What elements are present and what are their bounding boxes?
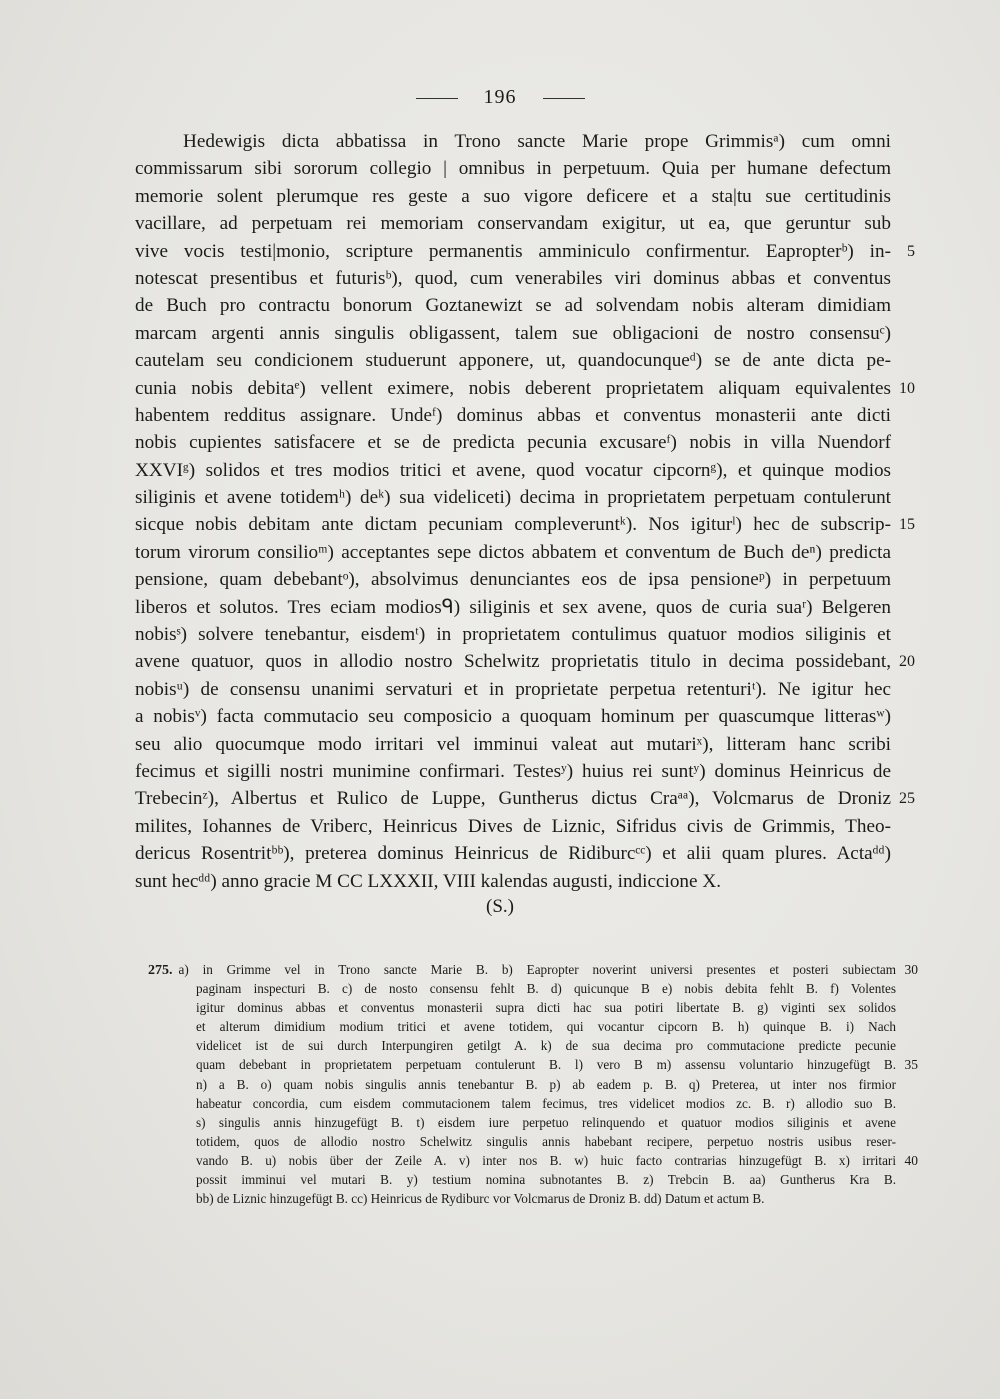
text-line	[135, 539, 891, 566]
text-line-content: memorie solent plerumque res geste a suo vigore deficere et a sta|tu sue certitudinis	[135, 185, 891, 207]
text-line-content: seu alio quocumque modo irritari vel imminui valeat aut mutariˣ), litteram hanc scribi	[135, 733, 891, 755]
text-line-content: sunt hecᵈᵈ) anno gracie M CC LXXXII, VIII kalendas augusti, indiccione X.	[135, 870, 721, 892]
text-line	[135, 676, 891, 703]
text-line	[135, 128, 891, 155]
text-line-content: XXVIᵍ) solidos et tres modios tritici et avene, quod vocatur cipcornᵍ), et quinque modios	[135, 459, 891, 481]
text-line-content: cautelam seu condicionem studuerunt apponere, ut, quandocunqueᵈ) se de ante dicta pe-	[135, 350, 891, 372]
line-number: 30	[904, 962, 918, 977]
line-number: 35	[904, 1057, 918, 1073]
text-line-content: Trebecinᶻ), Albertus et Rulico de Luppe, Guntherus dictus Craᵃᵃ), Volcmarus de Droniz	[135, 788, 891, 810]
text-line	[135, 566, 891, 593]
text-line-content: vive vocis testi|monio, scripture permanentis amminiculo confirmentur. Eapropterᵇ) in-	[135, 240, 891, 262]
footnote-line	[148, 1094, 896, 1113]
text-line-content: pensione, quam debebantᵒ), absolvimus denunciantes eos de ipsa pensioneᵖ) in perpetuum	[135, 569, 891, 591]
footnote-line-content: vando B. u) nobis über der Zeile A. v) inter nos B. w) huic facto contrarias hinzugefügt B. x) irritari	[196, 1152, 896, 1168]
text-line	[135, 183, 891, 210]
text-line	[135, 511, 915, 538]
text-line-content: fecimus et sigilli nostri munimine confirmari. Testesʸ) huius rei suntʸ) dominus Heinricus de	[135, 760, 891, 782]
charter-text	[135, 128, 915, 895]
text-line-content: dericus Rosentritᵇᵇ), preterea dominus Heinricus de Ridiburcᶜᶜ) et alii quam plures. Actaᵈᵈ)	[135, 843, 891, 865]
text-line	[135, 868, 891, 895]
footnote-line-content: n) a B. o) quam nobis singulis annis tenebantur B. p) ab eadem p. B. q) Preterea, ut inter nos firmior	[196, 1076, 896, 1092]
text-line-content: a nobisᵛ) facta commutacio seu composicio a quoquam hominum per quascumque litterasʷ)	[135, 706, 891, 728]
text-line	[135, 648, 915, 675]
footnote-line-content: totidem, quos de allodio nostro Schelwitz singulis annis habebant recipere, perpetuo nostris usibus reser-	[196, 1133, 896, 1149]
footnote-line	[148, 1017, 896, 1036]
text-line-content: nobisᵘ) de consensu unanimi servaturi et in proprietate perpetua retenturiᵗ). Ne igitur hec	[135, 678, 891, 700]
footnote-line	[148, 1036, 896, 1055]
footnote-line	[148, 1151, 918, 1170]
footnotes	[148, 960, 918, 1208]
footnote-line-content: quam debebant in proprietatem perpetuam contulerunt B. l) vero B m) assensu voluntario hinzugefügt B.	[196, 1057, 896, 1073]
text-line-content: nobisˢ) solvere tenebantur, eisdemᵗ) in proprietatem contulimus quatuor modios siliginis et	[135, 624, 891, 646]
header-rule-left	[416, 98, 458, 99]
text-line-content: commissarum sibi sororum collegio | omnibus in perpetuum. Quia per humane defectum	[135, 158, 891, 180]
footnote-line	[148, 998, 896, 1017]
text-line	[135, 347, 891, 374]
text-line	[135, 785, 915, 812]
text-line-content: sicque nobis debitam ante dictam pecuniam compleveruntᵏ). Nos igiturˡ) hec de subscrip-	[135, 514, 891, 536]
line-number: 5	[907, 242, 915, 260]
text-line-content: siliginis et avene totidemʰ) deᵏ) sua videliceti) decima in proprietatem perpetuam contulerunt	[135, 487, 891, 509]
text-line-content: torum virorum consilioᵐ) acceptantes sepe dictos abbatem et conventum de Buch deⁿ) predicta	[135, 541, 891, 563]
text-line	[135, 320, 891, 347]
text-line	[135, 429, 891, 456]
line-number: 10	[899, 379, 915, 397]
footnote-line	[148, 1113, 896, 1132]
text-line	[135, 292, 891, 319]
footnote-line-content: igitur dominus abbas et conventus monasterii supra dicti hac sua potiri libertate B. g) viginti sex solidos	[196, 1000, 896, 1016]
footnote-line-content: videlicet ist de sui durch Interpungiren getilgt A. k) de sua decima pro commutacione predicte pecunie	[196, 1038, 896, 1054]
text-line-content: milites, Iohannes de Vriberc, Heinricus Dives de Liznic, Sifridus civis de Grimmis, Theo-	[135, 815, 891, 837]
text-line	[135, 758, 891, 785]
footnote-line-content: habeatur concordia, cum eisdem commutacionem talem fecimus, tres videlicet modios zc. B. r) allodio suo B.	[196, 1095, 896, 1111]
text-line	[135, 265, 891, 292]
footnote-line-content: s) singulis annis hinzugefügt B. t) eisdem iure perpetuo relinquendo et quatuor modios siliginis et avene	[196, 1114, 896, 1130]
footnote-line-content: et alterum dimidium modium tritici et avene totidem, qui vocantur cipcorn B. h) quinque B. i) Nach	[196, 1019, 896, 1035]
footnote-line-content: paginam inspecturi B. c) de nosto consensu fehlt B. d) quicunque B e) nobis debita fehlt B. f) Volentes	[196, 981, 896, 997]
footnote-line	[148, 1132, 896, 1151]
text-line	[135, 402, 891, 429]
line-number: 25	[899, 790, 915, 808]
footnote-line-content: bb) de Liznic hinzugefügt B. cc) Heinricus de Rydiburc vor Volcmarus de Droniz B. dd) Datum et actum B.	[196, 1191, 765, 1207]
footnote-line	[148, 1170, 896, 1189]
text-line	[135, 840, 891, 867]
line-number: 40	[904, 1152, 918, 1168]
page-header	[0, 86, 1000, 109]
footnote-document-number: 275.	[148, 963, 173, 978]
text-line	[135, 731, 891, 758]
header-rule-right	[543, 98, 585, 99]
text-line	[135, 621, 891, 648]
footnote-line	[148, 960, 918, 979]
text-line	[135, 457, 891, 484]
text-line-content: marcam argenti annis singulis obligassent, talem sue obligacioni de nostro consensuᶜ)	[135, 322, 891, 344]
text-line	[135, 238, 915, 265]
text-line-content: nobis cupientes satisfacere et se de predicta pecunia excusareᶠ) nobis in villa Nuendorf	[135, 432, 891, 454]
page-number: 196	[483, 86, 517, 108]
text-line-content: avene quatuor, quos in allodio nostro Schelwitz proprietatis titulo in decima possidebant,	[135, 651, 891, 673]
text-line	[135, 703, 891, 730]
line-number: 15	[899, 516, 915, 534]
text-line	[135, 155, 891, 182]
footnote-line-content: possit imminui vel mutari B. y) testium nomina subnotantes B. z) Trebcin B. aa) Guntherus Kra B.	[196, 1172, 896, 1188]
line-number: 20	[899, 653, 915, 671]
text-line	[135, 594, 891, 621]
text-line-content: habentem redditus assignare. Undeᶠ) dominus abbas et conventus monasterii ante dicti	[135, 404, 891, 426]
text-line-content: de Buch pro contractu bonorum Goztanewizt se ad solvendam nobis alteram dimidiam	[135, 295, 891, 317]
text-line-content: Hedewigis dicta abbatissa in Trono sancte Marie prope Grimmisᵃ) cum omni	[183, 131, 891, 152]
text-line	[135, 375, 915, 402]
footnote-line	[148, 1075, 896, 1094]
footnote-line-content: a) in Grimme vel in Trono sancte Marie B. b) Eapropter noverint universi presentes et posteri subiectam	[178, 962, 896, 977]
text-line	[135, 484, 891, 511]
footnote-line	[148, 1055, 918, 1074]
footnote-line	[148, 979, 896, 998]
footnote-line	[148, 1189, 896, 1208]
text-line-content: notescat presentibus et futurisᵇ), quod, cum venerabiles viri dominus abbas et conventus	[135, 267, 891, 289]
text-line-content: vacillare, ad perpetuam rei memoriam conservandam exigitur, ut ea, que geruntur sub	[135, 213, 891, 235]
text-line	[135, 210, 891, 237]
text-line-content: cunia nobis debitaᵉ) vellent eximere, nobis deberent proprietatem aliquam equivalentes	[135, 377, 891, 399]
text-line-content: liberos et solutos. Tres eciam modiosᑫ) siliginis et sex avene, quos de curia suaʳ) Belgeren	[135, 596, 891, 618]
seal-mark: (S.)	[486, 896, 514, 917]
text-line	[135, 813, 891, 840]
